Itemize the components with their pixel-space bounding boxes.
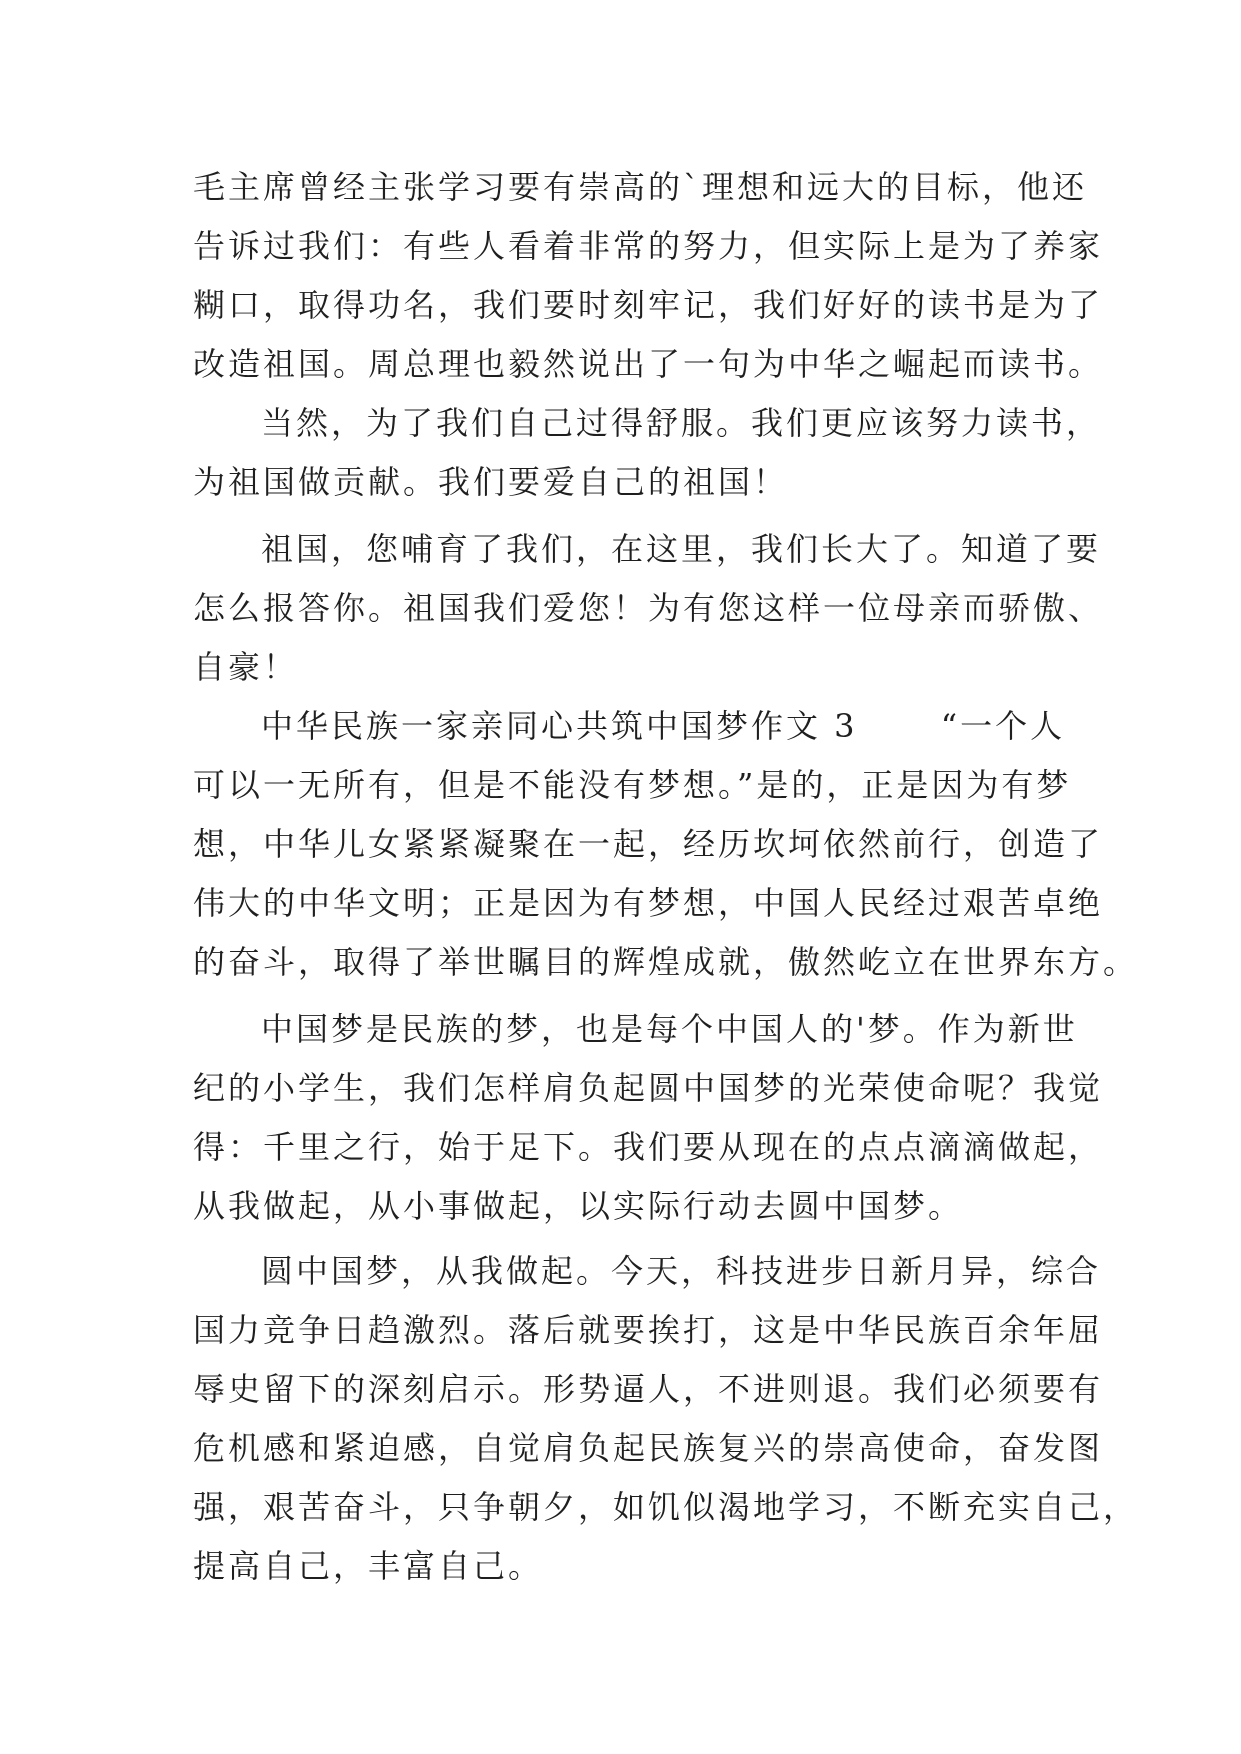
paragraph	[193, 394, 1102, 512]
paragraph	[193, 697, 1139, 992]
paragraph	[193, 1242, 1139, 1596]
paragraph	[193, 520, 1104, 697]
paragraph	[193, 158, 1104, 394]
text-line: 为祖国做贡献。我们要爱自己的祖国！	[193, 463, 789, 501]
text-line: 祖国，您哺育了我们，在这里，我们长大了。知道了要	[261, 530, 1102, 568]
text-line: 提高自己，丰富自己。	[193, 1547, 544, 1585]
text-line: 糊口，取得功名，我们要时刻牢记，我们好好的读书是为了	[193, 286, 1104, 324]
text-line: 毛主席曾经主张学习要有崇高的`理想和远大的目标，他还	[193, 168, 1088, 206]
text-line: 伟大的中华文明；正是因为有梦想，中国人民经过艰苦卓绝	[193, 884, 1104, 922]
text-line: 强，艰苦奋斗，只争朝夕，如饥似渴地学习，不断充实自己，	[193, 1488, 1139, 1526]
text-line: 改造祖国。周总理也毅然说出了一句为中华之崛起而读书。	[193, 345, 1104, 383]
text-line: 想，中华儿女紧紧凝聚在一起，经历坎坷依然前行，创造了	[193, 825, 1104, 863]
text-line: 中华民族一家亲同心共筑中国梦作文 3 “一个人	[261, 707, 1066, 745]
text-line: 中国梦是民族的梦，也是每个中国人的'梦。作为新世	[261, 1010, 1078, 1048]
text-line: 从我做起，从小事做起，以实际行动去圆中国梦。	[193, 1187, 964, 1225]
text-line: 辱史留下的深刻启示。形势逼人，不进则退。我们必须要有	[193, 1370, 1104, 1408]
document-body	[193, 158, 1139, 1596]
text-line: 的奋斗，取得了举世瞩目的辉煌成就，傲然屹立在世界东方。	[193, 943, 1139, 981]
text-line: 可以一无所有，但是不能没有梦想。”是的，正是因为有梦	[193, 766, 1072, 804]
text-line: 怎么报答你。祖国我们爱您！为有您这样一位母亲而骄傲、	[193, 589, 1104, 627]
text-line: 得：千里之行，始于足下。我们要从现在的点点滴滴做起，	[193, 1128, 1104, 1166]
text-line: 国力竞争日趋激烈。落后就要挨打，这是中华民族百余年屈	[193, 1311, 1104, 1349]
text-line: 纪的小学生，我们怎样肩负起圆中国梦的光荣使命呢？我觉	[193, 1069, 1104, 1107]
text-line: 圆中国梦，从我做起。今天，科技进步日新月异，综合	[261, 1252, 1102, 1290]
text-line: 自豪！	[193, 648, 299, 686]
text-line: 告诉过我们：有些人看着非常的努力，但实际上是为了养家	[193, 227, 1104, 265]
text-line: 当然，为了我们自己过得舒服。我们更应该努力读书，	[261, 404, 1102, 442]
text-line: 危机感和紧迫感，自觉肩负起民族复兴的崇高使命，奋发图	[193, 1429, 1104, 1467]
paragraph	[193, 1000, 1104, 1236]
